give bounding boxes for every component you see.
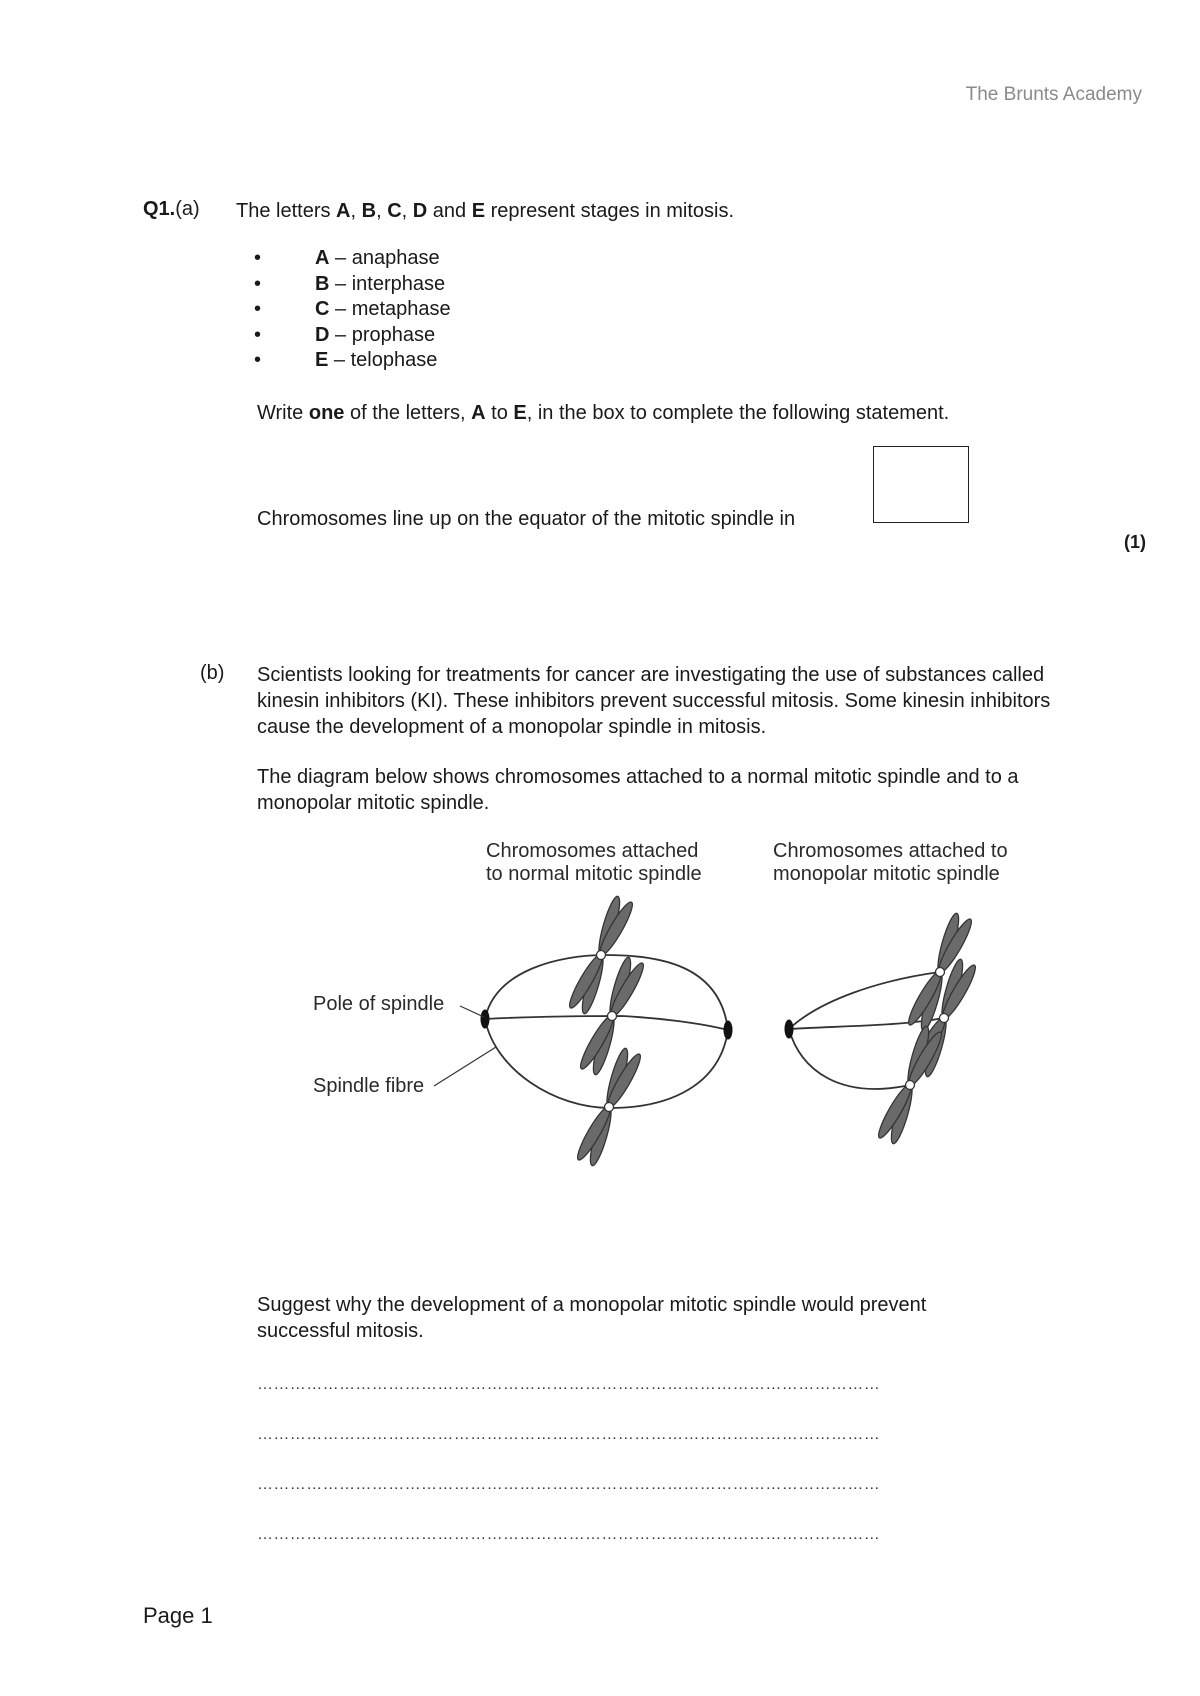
- answer-box[interactable]: [873, 446, 969, 523]
- fibre-leader-line: [434, 1047, 496, 1086]
- instruction-letter: A: [471, 402, 486, 424]
- stem-letter-d: D: [412, 200, 428, 222]
- instruction-text: to: [485, 402, 514, 424]
- right-diagram-title-line1: Chromosomes attached to: [773, 840, 1008, 862]
- monopolar-spindle: [785, 912, 980, 1146]
- spindle-diagram: [300, 830, 1060, 1170]
- question-label: [143, 198, 200, 221]
- stage-letter: B: [315, 272, 330, 295]
- stem-letter-c: C: [387, 200, 402, 222]
- instruction-text: Write: [257, 402, 309, 424]
- stage-name: anaphase: [351, 247, 440, 269]
- instruction-text: , in the box to complete the following statement.: [526, 402, 950, 424]
- bullet-icon: •: [254, 323, 262, 346]
- pole-leader-line: [460, 1006, 484, 1017]
- stage-name: telophase: [350, 349, 438, 371]
- answer-line-2[interactable]: ……………………………………………………………………………………………………: [257, 1426, 881, 1443]
- part-a-stem: The letters A, B, C, D and E represent stages in mitosis.: [236, 200, 735, 222]
- right-diagram-title-line2: monopolar mitotic spindle: [773, 863, 1000, 885]
- monopolar-pole-icon: [785, 1020, 794, 1039]
- stem-text-end: represent stages in mitosis.: [485, 200, 735, 222]
- bullet-icon: •: [254, 247, 262, 269]
- dash: –: [328, 349, 351, 371]
- part-b-paragraph-2: The diagram below shows chromosomes attached to a normal mitotic spindle and to a monopolar mitotic spindle.: [257, 766, 1019, 814]
- bullet-icon: •: [254, 298, 262, 320]
- page-number: Page 1: [143, 1603, 213, 1628]
- instruction-text: of the letters,: [344, 402, 472, 424]
- question-number: Q1.: [143, 198, 176, 220]
- suggest-prompt: Suggest why the development of a monopolar mitotic spindle would prevent successful mitosis.: [257, 1294, 927, 1342]
- stage-letter: D: [315, 323, 330, 346]
- part-b-label: (b): [200, 662, 225, 684]
- left-diagram-title-line2: to normal mitotic spindle: [486, 863, 702, 885]
- left-pole-icon: [481, 1010, 490, 1029]
- instruction-letter: E: [513, 402, 527, 424]
- dash: –: [329, 272, 352, 295]
- left-diagram-title-line1: Chromosomes attached: [486, 840, 699, 862]
- normal-spindle: [481, 895, 733, 1168]
- stage-letter: C: [315, 298, 330, 320]
- answer-line-4[interactable]: ……………………………………………………………………………………………………: [257, 1526, 881, 1543]
- school-header: The Brunts Academy: [965, 84, 1142, 105]
- stem-letter-e: E: [471, 200, 486, 222]
- stage-name: metaphase: [351, 298, 451, 320]
- stem-letter-a: A: [336, 200, 351, 222]
- bullet-icon: •: [254, 272, 262, 295]
- right-pole-icon: [724, 1021, 733, 1040]
- dash: –: [329, 323, 352, 346]
- stage-name: prophase: [351, 323, 436, 346]
- stem-text: The letters: [236, 200, 337, 222]
- dash: –: [329, 298, 352, 320]
- instruction: [257, 400, 949, 426]
- statement: Chromosomes line up on the equator of the mitotic spindle in: [257, 508, 796, 530]
- chromosome-icon: [874, 1025, 945, 1146]
- instruction-bold: one: [308, 402, 345, 424]
- stem-letter-b: B: [361, 200, 377, 222]
- answer-line-1[interactable]: ……………………………………………………………………………………………………: [257, 1376, 881, 1393]
- dash: –: [329, 247, 352, 269]
- marks-label: (1): [1124, 532, 1146, 552]
- answer-line-3[interactable]: ……………………………………………………………………………………………………: [257, 1476, 881, 1493]
- part-a-label: (a): [175, 198, 200, 220]
- part-b-paragraph-1: Scientists looking for treatments for cancer are investigating the use of substances called kinesin inhibitors (KI). These inhibitors prevent successful mitosis. Some kinesin inhibitors cause the development of a monopolar spindle in mitosis.: [257, 664, 1051, 738]
- bullet-icon: •: [254, 349, 262, 371]
- fibre-label: Spindle fibre: [313, 1075, 425, 1097]
- pole-label: Pole of spindle: [313, 993, 445, 1015]
- stage-letter: A: [315, 247, 330, 269]
- stage-letter: E: [315, 349, 329, 371]
- stage-name: interphase: [351, 272, 446, 295]
